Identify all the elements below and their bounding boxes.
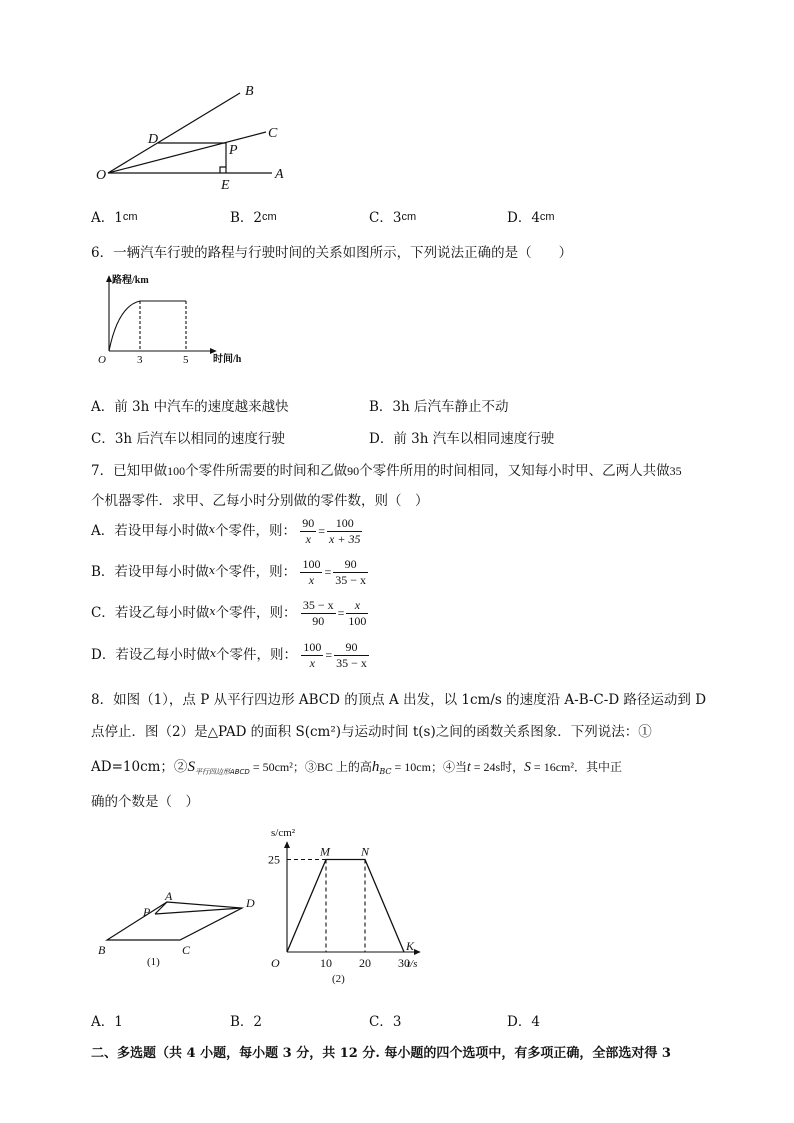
y-axis-label: 路程/km bbox=[112, 275, 149, 286]
tick-5: 5 bbox=[183, 354, 189, 366]
point-label-n: N bbox=[361, 844, 370, 859]
label-e: E bbox=[221, 178, 230, 193]
x-axis-label: t/s bbox=[407, 958, 418, 970]
fraction-left: $\frac{100}{x}$ bbox=[303, 640, 322, 670]
q5-option-a: A．1cm bbox=[91, 210, 138, 226]
q7-option-c: C．若设乙每小时做x个零件，则： $\frac{35 - x}{90}$ = $\frac{x}{100}$ bbox=[91, 598, 367, 628]
fraction-left: $\frac{35 - x}{90}$ bbox=[302, 598, 334, 628]
figure-caption-2: (2) bbox=[332, 973, 345, 985]
tick-3: 3 bbox=[137, 354, 143, 366]
segment-pd bbox=[155, 908, 242, 914]
q6-option-c: C．3h 后汽车以相同的速度行驶 bbox=[91, 431, 285, 447]
fraction-left: $\frac{90}{x}$ bbox=[302, 516, 315, 546]
q8-option-d: D．4 bbox=[507, 1014, 540, 1030]
label-p: P bbox=[229, 143, 238, 158]
label-a: A bbox=[275, 167, 284, 182]
q5-option-d: D．4cm bbox=[507, 210, 555, 226]
fraction-left: $\frac{100}{x}$ bbox=[302, 557, 321, 587]
q6-distance-time-graph bbox=[90, 266, 265, 378]
q6-option-d: D．前 3h 汽车以相同速度行驶 bbox=[369, 431, 555, 447]
point-label-k: K bbox=[406, 939, 415, 953]
fraction-right: $\frac{90}{35 - x}$ bbox=[336, 640, 367, 670]
x-tick-30: 30 bbox=[398, 956, 410, 970]
label-b: B bbox=[98, 943, 106, 957]
figure-caption-1: (1) bbox=[147, 956, 160, 968]
q7-option-d: D．若设乙每小时做x个零件，则： $\frac{100}{x}$ = $\frac{90}{35 - x}$ bbox=[91, 640, 367, 670]
q5-angle-figure bbox=[90, 75, 300, 195]
label-c: C bbox=[268, 126, 278, 141]
fraction-right: $\frac{x}{100}$ bbox=[348, 598, 367, 628]
q8-option-a: A．1 bbox=[91, 1014, 123, 1030]
q8-stem-line4: 确的个数是（ ） bbox=[91, 794, 199, 810]
q8-area-time-graph bbox=[262, 822, 432, 992]
right-angle-mark bbox=[220, 167, 226, 173]
q6-stem: 6．一辆汽车行驶的路程与行驶时间的关系如图所示，下列说法正确的是（ ） bbox=[91, 245, 573, 261]
x-tick-20: 20 bbox=[359, 956, 371, 970]
q8-parallelogram-figure bbox=[92, 888, 267, 970]
label-d: D bbox=[148, 132, 159, 147]
q5-option-c: C．3cm bbox=[369, 210, 417, 226]
origin-label: O bbox=[271, 956, 280, 970]
fraction-right: $\frac{90}{35 - x}$ bbox=[335, 557, 366, 587]
point-label-m: M bbox=[320, 844, 330, 859]
q8-stem-line1: 8．如图（1），点 P 从平行四边形 ABCD 的顶点 A 出发，以 1cm/s 的速度沿 A-B-C-D 路径运动到 D bbox=[91, 692, 707, 708]
q7-stem-line2: 个机器零件．求甲、乙每小时分别做的零件数，则（ ） bbox=[91, 493, 429, 509]
q5-option-b: B．2cm bbox=[230, 210, 277, 226]
distance-curve bbox=[109, 301, 186, 351]
label-d: D bbox=[246, 896, 255, 910]
q7-option-a: A．若设甲每小时做x个零件，则： $\frac{90}{x}$ = $\frac{100}{x + 35}$ bbox=[91, 516, 361, 546]
q6-option-a: A．前 3h 中汽车的速度越来越快 bbox=[91, 399, 289, 415]
q8-stem-line2: 点停止．图（2）是△PAD 的面积 S(cm²)与运动时间 t(s)之间的函数关系图象．下列说法：① bbox=[91, 724, 652, 740]
parallelogram-abcd bbox=[107, 902, 242, 940]
q7-option-b: B．若设甲每小时做x个零件，则： $\frac{100}{x}$ = $\frac{90}{35 - x}$ bbox=[91, 557, 366, 587]
label-c: C bbox=[182, 943, 191, 957]
q7-stem-line1: 7．已知甲做100个零件所需要的时间和乙做90个零件所用的时间相同，又知每小时甲、乙两人共做35 bbox=[91, 463, 682, 479]
label-o: O bbox=[96, 168, 107, 183]
label-p: P bbox=[143, 905, 151, 919]
ray-oc bbox=[108, 132, 266, 173]
ray-ob bbox=[108, 93, 240, 173]
fraction-right: $\frac{100}{x + 35}$ bbox=[329, 516, 361, 546]
x-tick-10: 10 bbox=[320, 956, 332, 970]
y-axis-label: s/cm² bbox=[271, 827, 296, 839]
origin-label: O bbox=[98, 354, 106, 366]
area-series-line bbox=[287, 860, 404, 953]
label-b: B bbox=[245, 84, 254, 99]
q8-stem-line3: AD=10cm；$②S_{平行四边形ABCD} = 50cm^2$；③BC 上的高$h_{BC} = 10cm$；④当t = 24s时，S = 16cm²．其中正 bbox=[91, 759, 622, 776]
y-tick-25: 25 bbox=[268, 852, 280, 867]
q6-option-b: B．3h 后汽车静止不动 bbox=[369, 399, 509, 415]
q8-option-c: C．3 bbox=[369, 1014, 402, 1030]
label-a: A bbox=[165, 889, 173, 903]
x-axis-label: 时间/h bbox=[213, 354, 242, 365]
q8-option-b: B．2 bbox=[230, 1014, 263, 1030]
section-2-heading: 二、多选题（共 4 小题，每小题 3 分，共 12 分. 每小题的四个选项中，有多项正确，全部选对得 3 bbox=[91, 1046, 671, 1061]
